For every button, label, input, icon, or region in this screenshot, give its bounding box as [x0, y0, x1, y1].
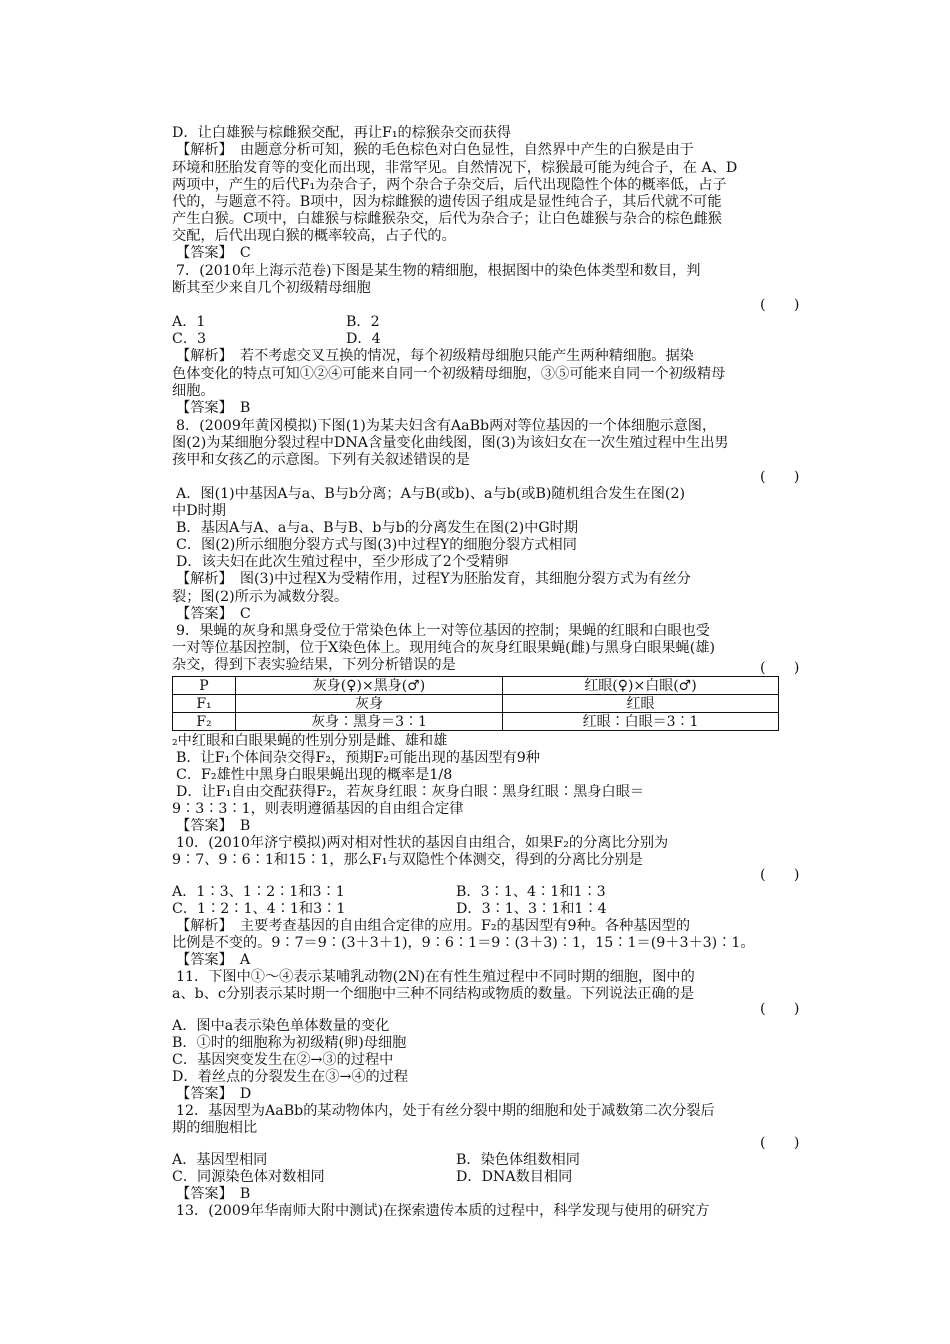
- table-cell: 红眼∶白眼＝3∶1: [503, 713, 779, 731]
- q8-option-a: A．图(1)中基因A与a、B与b分离；A与B(或b)、a与b(或B)随机组合发生在图(2): [176, 486, 686, 502]
- q7-option-b: B．2: [346, 314, 380, 330]
- q6-option-d: D．让白雄猴与棕雌猴交配，再让F₁的棕猴杂交而获得: [172, 125, 512, 141]
- q10-stem-line: 9∶7、9∶6∶1和15∶1，那么F₁与双隐性个体测交，得到的分离比分别是: [172, 852, 643, 868]
- q6-analysis-line: 两项中，产生的后代F₁为杂合子，两个杂合子杂交后，后代出现隐性个体的概率低，占子: [172, 177, 727, 193]
- q8-analysis-line: 裂；图(2)所示为减数分裂。: [172, 589, 349, 605]
- q7-answer-blank: ( ): [760, 297, 800, 313]
- q7-stem-line: 断其至少来自几个初级精母细胞: [172, 280, 371, 296]
- q11-option-a: A．图中a表示染色单体数量的变化: [172, 1018, 390, 1034]
- q11-option-b: B．①时的细胞称为初级精(卵)母细胞: [172, 1035, 407, 1051]
- q12-option-a: A．基因型相同: [172, 1152, 268, 1168]
- q8-option-c: C．图(2)所示细胞分裂方式与图(3)中过程Y的细胞分裂方式相同: [176, 537, 577, 553]
- q12-stem-line: 12．基因型为AaBb的某动物体内，处于有丝分裂中期的细胞和处于减数第二次分裂后: [176, 1103, 715, 1119]
- q8-stem-line: 孩甲和女孩乙的示意图。下列有关叙述错误的是: [172, 452, 470, 468]
- q6-analysis-line: 产生白猴。C项中，白雄猴与棕雌猴杂交，后代为杂合子；让白色雄猴与杂合的棕色雌猴: [172, 211, 722, 227]
- q9-option-d-cont: 9∶3∶3∶1，则表明遵循基因的自由组合定律: [172, 801, 464, 817]
- q8-analysis-line: 【解析】 图(3)中过程X为受精作用，过程Y为胚胎发育，其细胞分裂方式为有丝分: [176, 571, 691, 587]
- q8-option-a-cont: 中D时期: [172, 503, 226, 519]
- table-row: [173, 677, 779, 695]
- q9-answer-blank: ( ): [760, 660, 800, 676]
- q7-option-c: C．3: [172, 331, 207, 347]
- q6-answer: 【答案】 C: [176, 245, 251, 261]
- q11-stem-line: a、b、c分别表示某时期一个细胞中三种不同结构或物质的数量。下列说法正确的是: [172, 986, 695, 1002]
- table-cell: 灰身: [236, 695, 503, 713]
- q12-option-d: D．DNA数目相同: [456, 1169, 573, 1185]
- q12-answer-blank: ( ): [760, 1135, 800, 1151]
- q10-answer: 【答案】 A: [176, 952, 251, 968]
- q11-answer-blank: ( ): [760, 1001, 800, 1017]
- genetics-results-table: [172, 676, 779, 731]
- q11-option-d: D．着丝点的分裂发生在③→④的过程: [172, 1069, 409, 1085]
- q9-stem-line: 杂交，得到下表实验结果，下列分析错误的是: [172, 657, 456, 673]
- table-cell: F₂: [173, 713, 236, 731]
- q10-analysis-line: 比例是不变的。9∶7＝9∶(3＋3＋1)，9∶6∶1＝9∶(3＋3)∶1，15∶1＝(9＋3＋3)∶1。: [172, 935, 755, 951]
- q8-option-b: B．基因A与A、a与a、B与B、b与b的分离发生在图(2)中G时期: [176, 520, 579, 536]
- q7-option-d: D．4: [346, 331, 381, 347]
- q9-option-a: ₂中红眼和白眼果蝇的性别分别是雌、雄和雄: [172, 733, 448, 749]
- table-row: [173, 713, 779, 731]
- q7-analysis-line: 【解析】 若不考虑交叉互换的情况，每个初级精母细胞只能产生两种精细胞。据染: [176, 348, 694, 364]
- q9-option-d: D．让F₁自由交配获得F₂，若灰身红眼∶灰身白眼∶黑身红眼∶黑身白眼＝: [176, 784, 645, 800]
- q9-stem-line: 一对等位基因控制，位于X染色体上。现用纯合的灰身红眼果蝇(雌)与黑身白眼果蝇(雄): [172, 640, 715, 656]
- table-cell: 灰身∶黑身＝3∶1: [236, 713, 503, 731]
- table-cell: P: [173, 677, 236, 695]
- q10-option-b: B．3∶1、4∶1和1∶3: [456, 884, 606, 900]
- q9-option-c: C．F₂雄性中黑身白眼果蝇出现的概率是1/8: [176, 767, 453, 783]
- q8-option-d: D．该夫妇在此次生殖过程中，至少形成了2个受精卵: [176, 554, 509, 570]
- q10-answer-blank: ( ): [760, 867, 800, 883]
- q12-stem-line: 期的细胞相比: [172, 1120, 258, 1136]
- q6-analysis-line: 交配，后代出现白猴的概率较高，占子代的。: [172, 228, 456, 244]
- q10-stem-line: 10．(2010年济宁模拟)两对相对性状的基因自由组合，如果F₂的分离比分别为: [176, 835, 669, 851]
- q10-analysis-line: 【解析】 主要考查基因的自由组合定律的应用。F₂的基因型有9种。各种基因型的: [176, 918, 691, 934]
- q6-analysis-line: 环境和胚胎发育等的变化而出现，非常罕见。自然情况下，棕猴最可能为纯合子，在 A、D: [172, 160, 738, 176]
- q7-option-a: A．1: [172, 314, 206, 330]
- table-row: [173, 695, 779, 713]
- q10-option-d: D．3∶1、3∶1和1∶4: [456, 901, 607, 917]
- q9-option-b: B．让F₁个体间杂交得F₂，预期F₂可能出现的基因型有9种: [176, 750, 540, 766]
- table-cell: 红眼: [503, 695, 779, 713]
- q9-answer: 【答案】 B: [176, 818, 251, 834]
- q7-stem-line: 7．(2010年上海示范卷)下图是某生物的精细胞，根据图中的染色体类型和数目，判: [176, 263, 701, 279]
- q11-answer: 【答案】 D: [176, 1086, 252, 1102]
- table-cell: 灰身(♀)×黑身(♂): [236, 677, 503, 695]
- q13-stem-line: 13．(2009年华南师大附中测试)在探索遗传本质的过程中，科学发现与使用的研究方: [176, 1203, 710, 1219]
- q8-answer: 【答案】 C: [176, 606, 251, 622]
- q8-answer-blank: ( ): [760, 469, 800, 485]
- q8-stem-line: 图(2)为某细胞分裂过程中DNA含量变化曲线图，图(3)为该妇女在一次生殖过程中生出男: [172, 435, 729, 451]
- q8-stem-line: 8．(2009年黄冈模拟)下图(1)为某夫妇含有AaBb两对等位基因的一个体细胞示意图，: [176, 418, 717, 434]
- q7-answer: 【答案】 B: [176, 400, 251, 416]
- table-cell: 红眼(♀)×白眼(♂): [503, 677, 779, 695]
- q7-analysis-line: 细胞。: [172, 383, 215, 399]
- q11-option-c: C．基因突变发生在②→③的过程中: [172, 1052, 394, 1068]
- q12-answer: 【答案】 B: [176, 1186, 251, 1202]
- q12-option-c: C．同源染色体对数相同: [172, 1169, 325, 1185]
- q12-option-b: B．染色体组数相同: [456, 1152, 580, 1168]
- q6-analysis-line: 代的，与题意不符。B项中，因为棕雌猴的遗传因子组成是显性纯合子，其后代就不可能: [172, 194, 722, 210]
- q10-option-a: A．1∶3、1∶2∶1和3∶1: [172, 884, 345, 900]
- q6-analysis-line: 【解析】 由题意分析可知，猴的毛色棕色对白色显性，自然界中产生的白猴是由于: [176, 142, 694, 158]
- q10-option-c: C．1∶2∶1、4∶1和3∶1: [172, 901, 346, 917]
- q11-stem-line: 11．下图中①～④表示某哺乳动物(2N)在有性生殖过程中不同时期的细胞，图中的: [176, 969, 695, 985]
- q7-analysis-line: 色体变化的特点可知①②④可能来自同一个初级精母细胞，③⑤可能来自同一个初级精母: [172, 366, 726, 382]
- table-cell: F₁: [173, 695, 236, 713]
- q9-stem-line: 9．果蝇的灰身和黑身受位于常染色体上一对等位基因的控制；果蝇的红眼和白眼也受: [176, 623, 710, 639]
